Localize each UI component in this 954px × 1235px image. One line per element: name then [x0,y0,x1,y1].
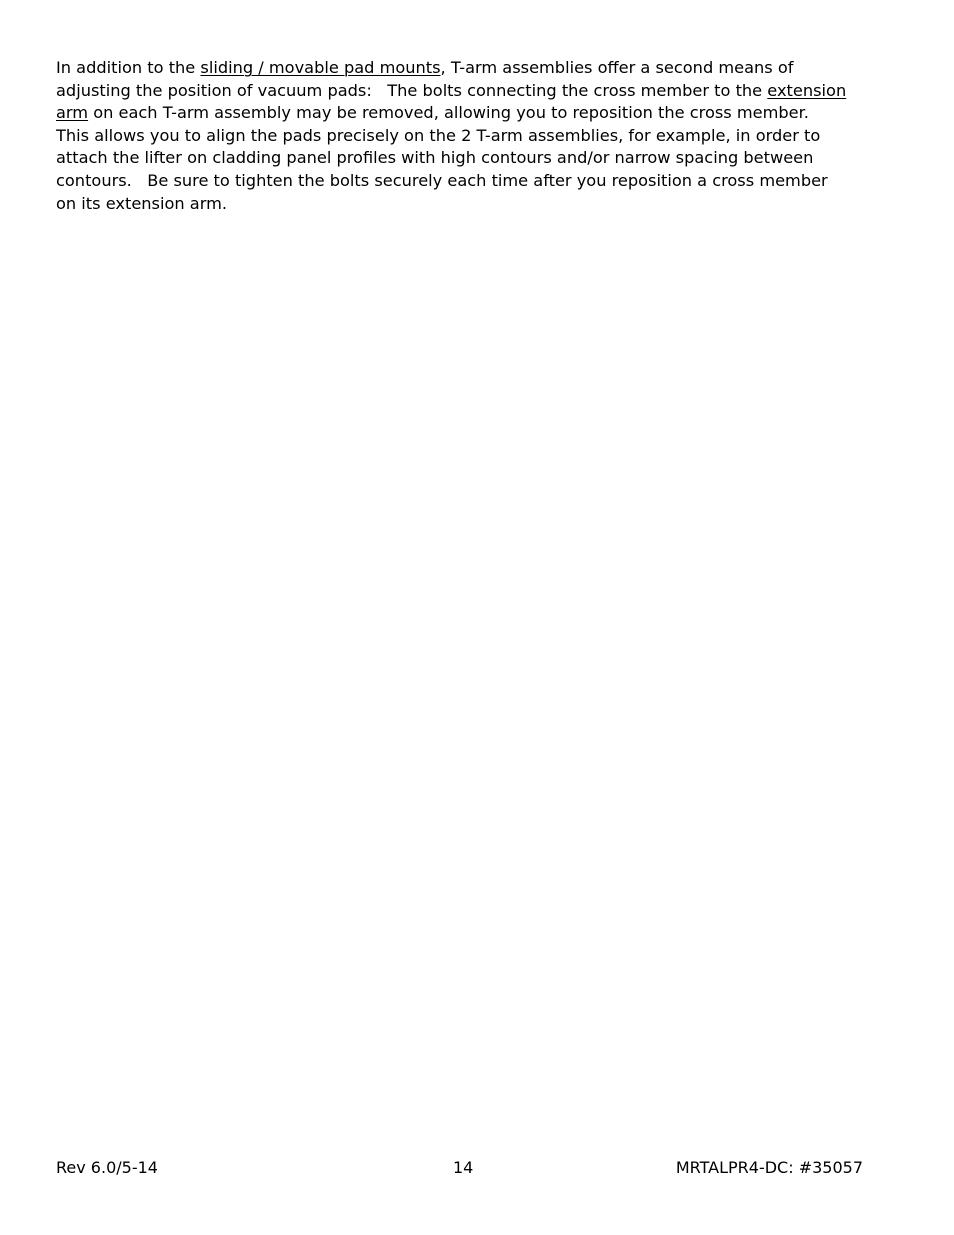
paragraph-line-5: attach the lifter on cladding panel profiles with high contours and/or narrow spacing between [56,148,814,168]
paragraph-line-3 [56,102,876,125]
sliding-pad-mounts-reference: sliding / movable pad mounts [200,58,441,77]
extension-arm-reference-part1: extension [767,80,847,100]
text-segment: , T-arm assemblies offer a second means of [440,58,794,77]
paragraph-line-6: contours. Be sure to tighten the bolts securely each time after you reposition a cross member [56,170,828,190]
text-segment: on each T-arm assembly may be removed, allowing you to reposition the cross member. [88,103,809,123]
paragraph-line-7: on its extension arm. [56,193,227,213]
instruction-paragraph [56,57,876,215]
text-segment: In addition to the [56,58,201,77]
paragraph-line-1 [56,57,876,80]
revision-label: Rev 6.0/5-14 [56,1158,158,1177]
text-segment: adjusting the position of vacuum pads: The bolts connecting the cross member to the [56,80,768,100]
paragraph-line-4: This allows you to align the pads precisely on the 2 T-arm assemblies, for example, in order to [56,125,821,145]
page-footer [56,1157,863,1179]
document-id: MRTALPR4-DC: #35057 [675,1158,863,1177]
page-number: 14 [453,1158,474,1177]
extension-arm-reference-part2: arm [56,103,89,123]
paragraph-line-2 [56,80,876,103]
